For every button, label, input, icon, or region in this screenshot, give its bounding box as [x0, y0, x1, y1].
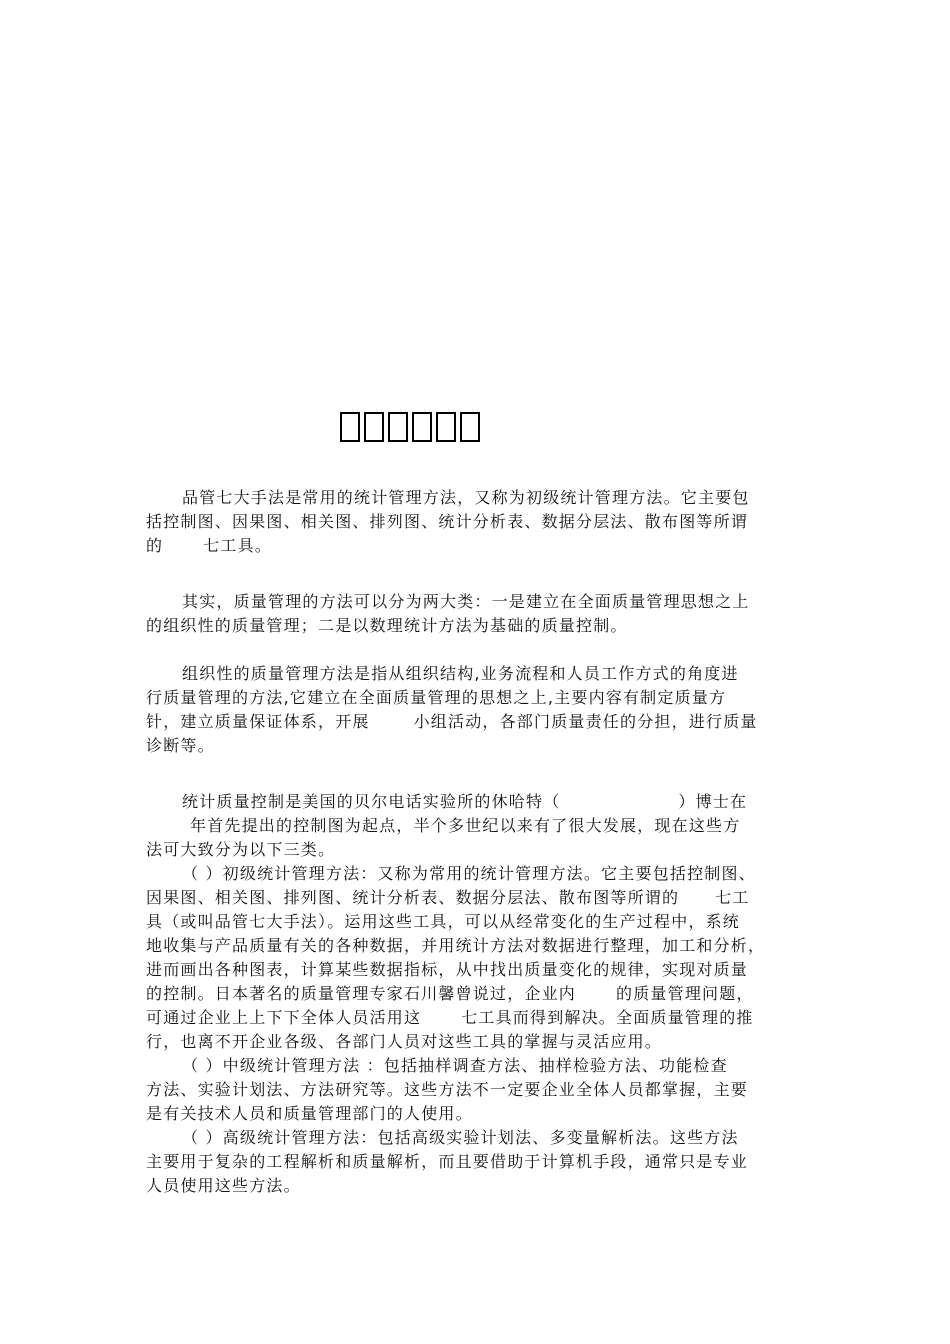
text-line: 行质量管理的方法,它建立在全面质量管理的思想之上,主要内容有制定质量方: [146, 688, 727, 707]
text-line: 的 七工具。: [146, 536, 273, 555]
missing-glyph-box: [340, 412, 360, 442]
text-line: 主要用于复杂的工程解析和质量解析，而且要借助于计算机手段，通常只是专业: [146, 1152, 749, 1171]
text-line: （ ）初级统计管理方法：又称为常用的统计管理方法。它主要包括控制图、: [182, 864, 756, 883]
text-line: 括控制图、因果图、相关图、排列图、统计分析表、数据分层法、散布图等所谓: [146, 512, 749, 531]
text-line: 可通过企业上上下下全体人员活用这 七工具而得到解决。全面质量管理的推: [146, 1008, 754, 1027]
paragraph-2: [146, 590, 806, 638]
paragraph-3: [146, 662, 806, 758]
text-line: 人员使用这些方法。: [146, 1176, 301, 1195]
text-line: 组织性的质量管理方法是指从组织结构,业务流程和人员工作方式的角度进: [182, 664, 739, 683]
text-line: 的组织性的质量管理；二是以数理统计方法为基础的质量控制。: [146, 616, 628, 635]
page-title: [0, 408, 820, 443]
missing-glyph-box: [364, 412, 384, 442]
missing-glyph-box: [436, 412, 456, 442]
missing-glyph-box: [412, 412, 432, 442]
missing-glyph-box: [460, 412, 480, 442]
text-line: （ ）中级统计管理方法 ：包括抽样调查方法、抽样检验方法、功能检查: [182, 1056, 728, 1075]
text-line: 品管七大手法是常用的统计管理方法，又称为初级统计管理方法。它主要包: [182, 488, 750, 507]
text-line: 诊断等。: [146, 736, 215, 755]
text-line: 其实，质量管理的方法可以分为两大类：一是建立在全面质量管理思想之上: [182, 592, 750, 611]
text-line: 因果图、相关图、排列图、统计分析表、数据分层法、散布图等所谓的 七工: [146, 888, 750, 907]
text-line: 具（或叫品管七大手法）。运用这些工具，可以从经常变化的生产过程中，系统: [146, 912, 741, 931]
text-line: 方法、实验计划法、方法研究等。这些方法不一定要企业全体人员都掌握，主要: [146, 1080, 749, 1099]
text-line: 针，建立质量保证体系，开展 小组活动，各部门质量责任的分担，进行质量: [146, 712, 758, 731]
text-line: 进而画出各种图表，计算某些数据指标，从中找出质量变化的规律，实现对质量: [146, 960, 749, 979]
text-line: 行，也离不开企业各级、各部门人员对这些工具的掌握与灵活应用。: [146, 1032, 663, 1051]
text-line: 法可大致分为以下三类。: [146, 840, 336, 859]
paragraph-1: [146, 486, 806, 558]
missing-glyph-box: [388, 412, 408, 442]
text-line: 地收集与产品质量有关的各种数据，并用统计方法对数据进行整理，加工和分析，: [146, 936, 766, 955]
text-line: 年首先提出的控制图为起点，半个多世纪以来有了很大发展，现在这些方: [190, 816, 741, 835]
text-line: 是有关技术人员和质量管理部门的人使用。: [146, 1104, 473, 1123]
text-line: 统计质量控制是美国的贝尔电话实验所的休哈特（ ）博士在: [182, 792, 748, 811]
paragraph-4: [146, 790, 806, 1198]
text-line: （ ）高级统计管理方法：包括高级实验计划法、多变量解析法。这些方法: [182, 1128, 739, 1147]
text-line: 的控制。日本著名的质量管理专家石川馨曾说过，企业内 的质量管理问题，: [146, 984, 754, 1003]
